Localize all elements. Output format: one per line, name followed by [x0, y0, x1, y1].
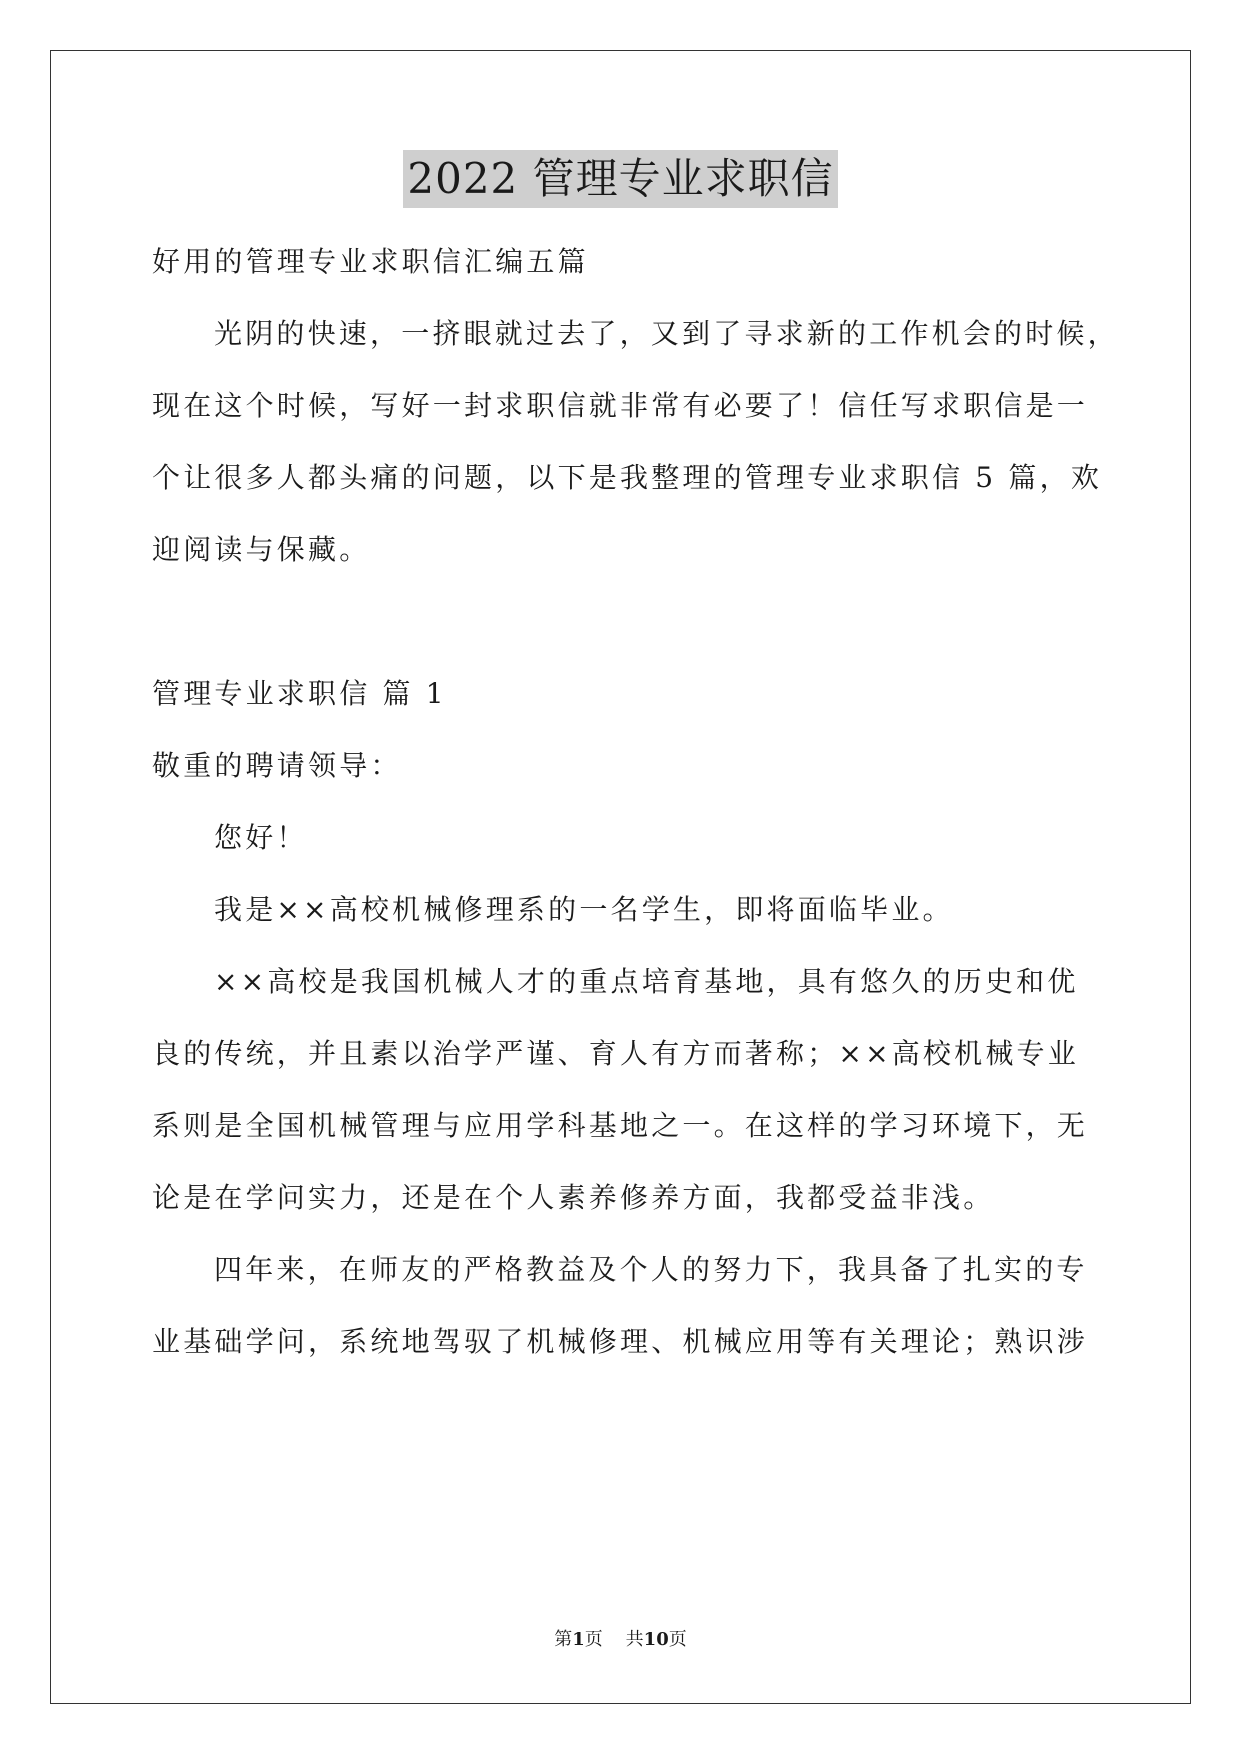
title-container — [0, 150, 1241, 208]
paragraph-line: 良的传统，并且素以治学严谨、育人有方而著称；××高校机械专业 — [152, 1037, 1079, 1070]
paragraph-line: 个让很多人都头痛的问题，以下是我整理的管理专业求职信 5 篇，欢 — [152, 461, 1103, 494]
total-pages-number: 10 — [643, 1629, 669, 1650]
page-footer — [0, 1628, 1241, 1652]
salutation: 敬重的聘请领导： — [152, 749, 402, 782]
paragraph-line: 现在这个时候，写好一封求职信就非常有必要了！信任写求职信是一 — [152, 389, 1089, 422]
paragraph-line: 光阴的快速，一挤眼就过去了，又到了寻求新的工作机会的时候， — [214, 317, 1119, 350]
greeting: 您好！ — [214, 821, 308, 854]
section-heading: 管理专业求职信 篇 1 — [152, 677, 447, 710]
footer-suffix: 页 — [668, 1629, 687, 1650]
current-page-number: 1 — [572, 1629, 585, 1650]
paragraph-line: 我是××高校机械修理系的一名学生，即将面临毕业。 — [214, 893, 954, 926]
paragraph-line: 迎阅读与保藏。 — [152, 533, 371, 566]
footer-mid: 页 共 — [584, 1629, 644, 1650]
paragraph-line: ××高校是我国机械人才的重点培育基地，具有悠久的历史和优 — [214, 965, 1079, 998]
intro-line: 好用的管理专业求职信汇编五篇 — [152, 245, 589, 278]
paragraph-line: 四年来，在师友的严格教益及个人的努力下，我具备了扎实的专 — [214, 1253, 1088, 1286]
footer-prefix: 第 — [554, 1629, 573, 1650]
paragraph-line: 业基础学问，系统地驾驭了机械修理、机械应用等有关理论；熟识涉 — [152, 1325, 1089, 1358]
page-border — [50, 50, 1191, 1704]
document-title: 2022 管理专业求职信 — [403, 150, 837, 208]
paragraph-line: 系则是全国机械管理与应用学科基地之一。在这样的学习环境下，无 — [152, 1109, 1089, 1142]
paragraph-line: 论是在学问实力，还是在个人素养修养方面，我都受益非浅。 — [152, 1181, 995, 1214]
